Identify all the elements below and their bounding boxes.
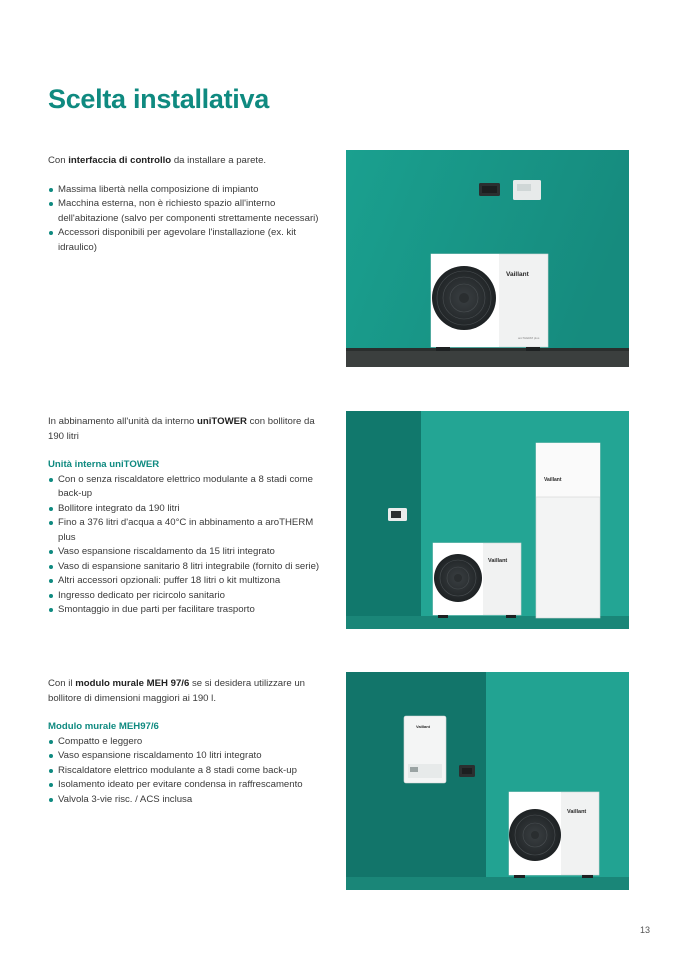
list-item: Accessori disponibili per agevolare l'installazione (ex. kit idraulico) bbox=[48, 226, 333, 255]
list-item: Smontaggio in due parti per facilitare trasporto bbox=[48, 603, 333, 618]
brand-label: Vaillant bbox=[506, 271, 529, 278]
section-2-intro: In abbinamento all'unità da interno uniTOWER con bollitore da 190 litri bbox=[48, 416, 315, 442]
list-item: Isolamento ideato per evitare condensa in raffrescamento bbox=[48, 778, 333, 793]
section-3-bullets bbox=[48, 735, 333, 808]
section-2-text bbox=[48, 415, 333, 618]
page-title: Scelta installativa bbox=[48, 84, 269, 114]
section-2-bullets bbox=[48, 473, 333, 618]
photo-wall-module bbox=[346, 672, 629, 890]
section-3-text bbox=[48, 677, 333, 807]
list-item: Bollitore integrato da 190 litri bbox=[48, 502, 333, 517]
page-number: 13 bbox=[640, 925, 651, 935]
list-item: Valvola 3-vie risc. / ACS inclusa bbox=[48, 793, 333, 808]
wall-module-illustration bbox=[346, 672, 629, 890]
section-1-text bbox=[48, 154, 333, 255]
list-item: Vaso di espansione sanitario 8 litri integrabile (fornito di serie) bbox=[48, 560, 333, 575]
section-1-bullets bbox=[48, 183, 333, 256]
section-1-intro: Con interfaccia di controllo da installare a parete. bbox=[48, 155, 267, 166]
list-item: Vaso espansione riscaldamento 10 litri integrato bbox=[48, 749, 333, 764]
module-label: Vaillant bbox=[416, 724, 431, 729]
list-item: Con o senza riscaldatore elettrico modulante a 8 stadi come back-up bbox=[48, 473, 333, 502]
model-badge: aroTHERM plus bbox=[518, 336, 540, 340]
list-item: Ingresso dedicato per ricircolo sanitario bbox=[48, 589, 333, 604]
photo-heat-pump-outdoor bbox=[346, 150, 629, 367]
list-item: Macchina esterna, non è richiesto spazio all'interno dell'abitazione (salvo per componenti strettamente necessari) bbox=[48, 197, 333, 226]
section-3-intro: Con il modulo murale MEH 97/6 se si desidera utilizzare un bollitore di dimensioni maggiori ai 190 l. bbox=[48, 678, 306, 704]
section-2-subheading: Unità interna uniTOWER bbox=[48, 459, 160, 470]
unitower-illustration bbox=[346, 411, 629, 629]
list-item: Massima libertà nella composizione di impianto bbox=[48, 183, 333, 198]
list-item: Vaso espansione riscaldamento da 15 litri integrato bbox=[48, 545, 333, 560]
list-item: Riscaldatore elettrico modulante a 8 stadi come back-up bbox=[48, 764, 333, 779]
tower-label: Vaillant bbox=[544, 477, 562, 483]
list-item: Altri accessori opzionali: puffer 18 litri o kit multizona bbox=[48, 574, 333, 589]
list-item: Fino a 376 litri d'acqua a 40°C in abbinamento a aroTHERM plus bbox=[48, 516, 333, 545]
brand-label: Vaillant bbox=[567, 809, 587, 815]
heat-pump-illustration bbox=[346, 150, 629, 367]
list-item: Compatto e leggero bbox=[48, 735, 333, 750]
section-3-subheading: Modulo murale MEH97/6 bbox=[48, 721, 159, 732]
photo-unitower-combination bbox=[346, 411, 629, 629]
brand-label: Vaillant bbox=[488, 558, 508, 564]
